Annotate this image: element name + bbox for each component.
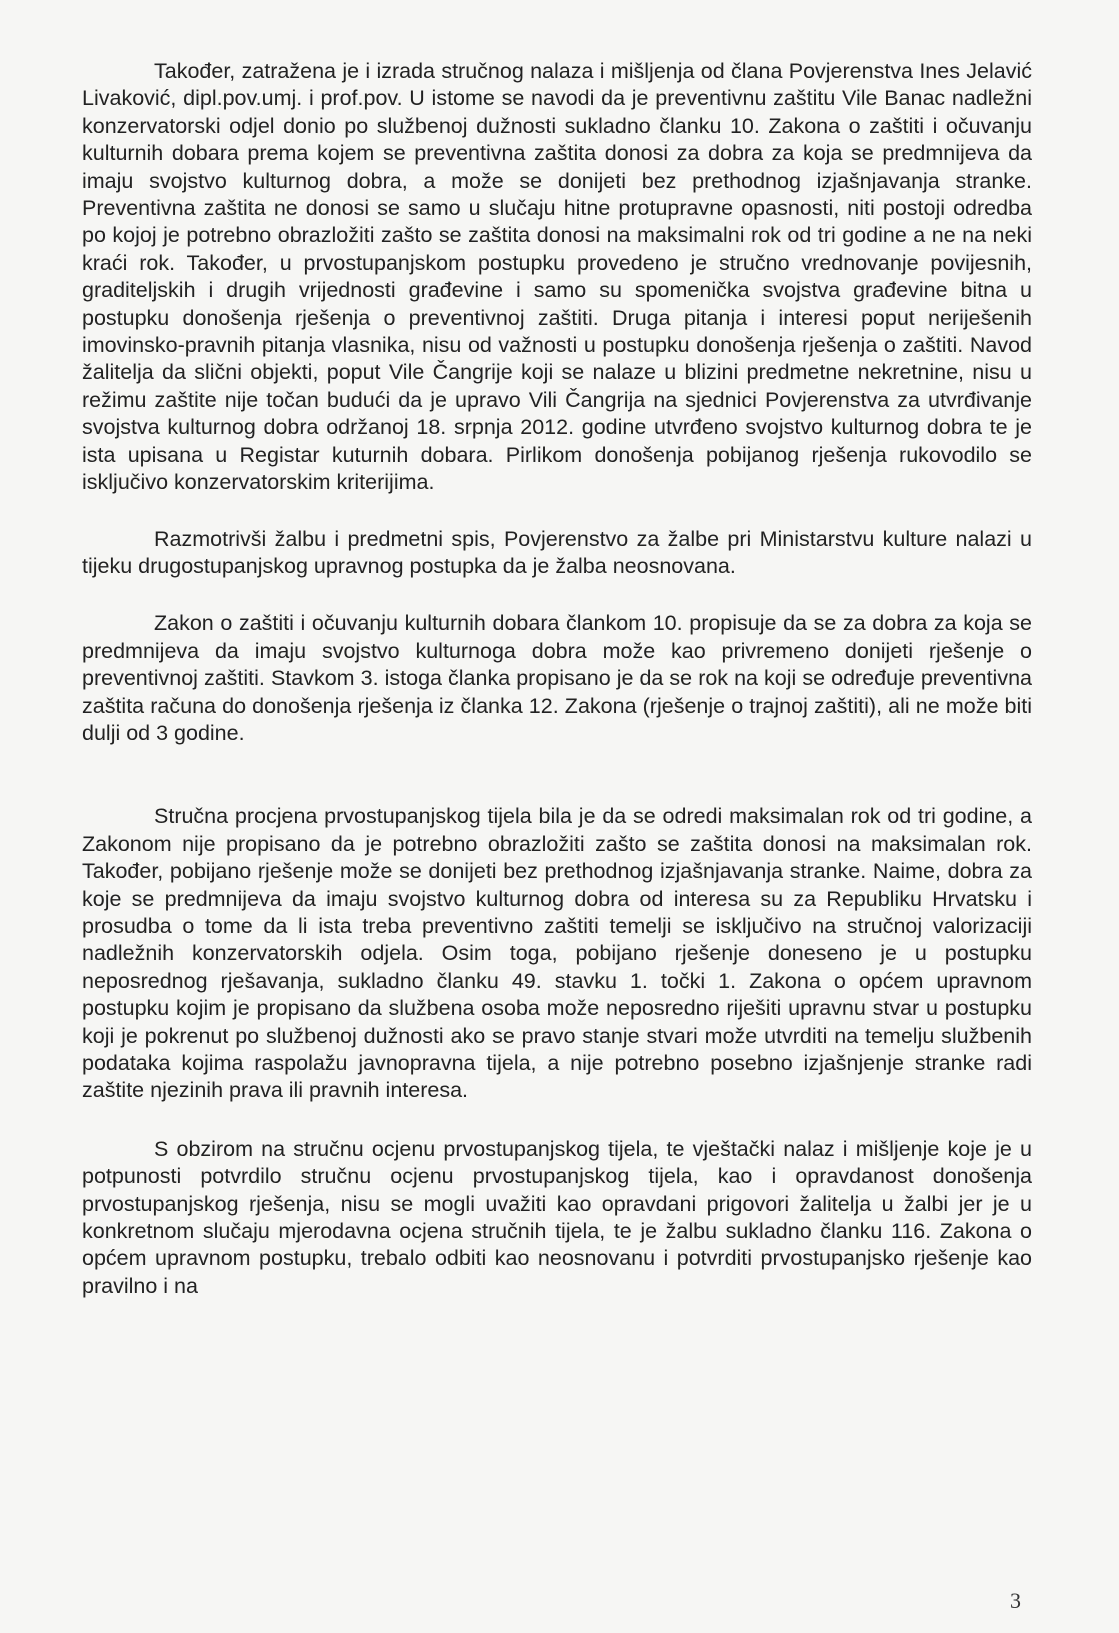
paragraph-3: Zakon o zaštiti i očuvanju kulturnih dobara člankom 10. propisuje da se za dobra za koja se predmnijeva da imaju svojstvo kulturnoga dobra može kao privremeno donijeti rješenje o preventivnoj zaštiti. Stavkom 3. istoga članka propisano je da se rok na koji se određuje preventivna zaštita računa do donošenja rješenja iz članka 12. Zakona (rješenje o trajnoj zaštiti), ali ne može biti dulji od 3 godine. bbox=[82, 611, 1032, 745]
paragraph-2: Razmotrivši žalbu i predmetni spis, Povjerenstvo za žalbe pri Ministarstvu kulture nalazi u tijeku drugostupanjskog upravnog postupka da je žalba neosnovana. bbox=[82, 526, 1032, 578]
document-body bbox=[82, 58, 1032, 1300]
paragraph-5: S obzirom na stručnu ocjenu prvostupanjskog tijela, te vještački nalaz i mišljenje koje je u potpunosti potvrdilo stručnu ocjenu prvostupanjskog tijela, kao i opravdanost donošenja prvostupanjskog rješenja, nisu se mogli uvažiti kao opravdani prigovori žalitelja u žalbi jer je u konkretnom slučaju mjerodavna ocjena stručnih tijela, te je žalbu sukladno članku 116. Zakona o općem upravnom postupku, trebalo odbiti kao neosnovanu i potvrditi prvostupanjsko rješenje kao pravilno i na bbox=[82, 1136, 1032, 1298]
paragraph-4: Stručna procjena prvostupanjskog tijela bila je da se odredi maksimalan rok od tri godine, a Zakonom nije propisano da je potrebno obrazložiti zašto se zaštita donosi na maksimalan rok. Također, pobijano rješenje može se donijeti bez prethodnog izjašnjavanja stranke. Naime, dobra za koje se predmnijeva da imaju svojstvo kulturnog dobra od interesa su za Republiku Hrvatsku i prosudba o tome da li ista treba preventivno zaštiti temelji se isključivo na stručnoj valorizaciji nadležnih konzervatorskih odjela. Osim toga, pobijano rješenje doneseno je u postupku neposrednog rješavanja, sukladno članku 49. stavku 1. točki 1. Zakona o općem upravnom postupku kojim je propisano da službena osoba može neposredno riješiti upravnu stvar u postupku koji je pokrenut po službenoj dužnosti ako se pravo stanje stvari može utvrditi na temelju službenih podataka kojima raspolažu javnopravna tijela, a nije potrebno posebno izjašnjenje stranke radi zaštite njezinih prava ili pravnih interesa. bbox=[82, 804, 1032, 1103]
paragraph-1: Također, zatražena je i izrada stručnog nalaza i mišljenja od člana Povjerenstva Ines Jelavić Livaković, dipl.pov.umj. i prof.pov. U istome se navodi da je preventivnu zaštitu Vile Banac nadležni konzervatorski odjel donio po službenoj dužnosti sukladno članku 10. Zakona o zaštiti i očuvanju kulturnih dobara prema kojem se preventivna zaštita donosi za dobra za koja se predmnijeva da imaju svojstvo kulturnog dobra, a može se donijeti bez prethodnog izjašnjavanja stranke. Preventivna zaštita ne donosi se samo u slučaju hitne protupravne opasnosti, niti postoji odredba po kojoj je potrebno obrazložiti zašto se zaštita donosi na maksimalni rok od tri godine a ne na neki kraći rok. Također, u prvostupanjskom postupku provedeno je stručno vrednovanje povijesnih, graditeljskih i drugih vrijednosti građevine i samo su spomenička svojstva građevine bitna u postupku donošenja rješenja o preventivnoj zaštiti. Druga pitanja i interesi poput neriješenih imovinsko-pravnih pitanja vlasnika, nisu od važnosti u postupku donošenja rješenja o zaštiti. Navod žalitelja da slični objekti, poput Vile Čangrije koji se nalaze u blizini predmetne nekretnine, nisu u režimu zaštite nije točan budući da je upravo Vili Čangrija na sjednici Povjerenstva za utvrđivanje svojstva kulturnog dobra održanoj 18. srpnja 2012. godine utvrđeno svojstvo kulturnog dobra te je ista upisana u Registar kuturnih dobara. Pirlikom donošenja pobijanog rješenja rukovodilo se isključivo konzervatorskim kriterijima. bbox=[82, 59, 1032, 495]
page-number: 3 bbox=[1010, 1588, 1021, 1613]
